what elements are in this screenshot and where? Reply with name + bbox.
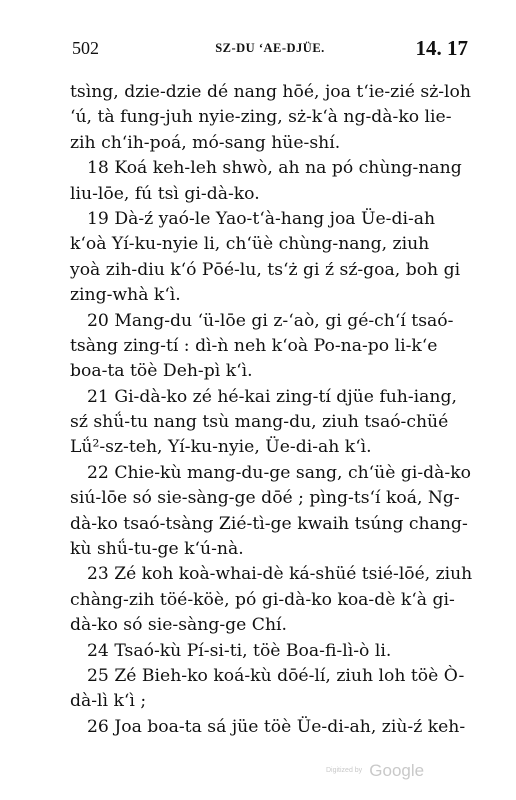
text-line: siú-lōe só sie-sàng-ge dōé ; pìng-ts‘í koá, Ng-	[70, 488, 460, 509]
text-line: 20 Mang-du ‘ü-lōe gi z-‘aò, gi gé-ch‘í tsaó-	[87, 310, 454, 331]
text-line: 26 Joa boa-ta sá jüe töè Üe-di-ah, ziù-ź keh-	[87, 716, 466, 737]
text-line: ‘ú, tà fung-juh nyie-zing, sż-k‘à ng-dà-ko lie-	[70, 107, 452, 128]
text-line: 18 Koá keh-leh shwò, ah na pó chùng-nang	[87, 158, 462, 179]
text-line: zih ch‘ih-poá, mó-sang hüe-shí.	[70, 132, 341, 153]
text-line: dà-ko tsaó-tsàng Zié-tì-ge kwaih tsúng chang-	[70, 513, 468, 534]
text-line: kù shǘ-tu-ge k‘ú-nà.	[70, 539, 244, 560]
page-number: 502	[72, 38, 99, 58]
page-header	[72, 38, 468, 62]
watermark-brand: Google	[369, 760, 425, 780]
google-watermark	[326, 760, 446, 784]
text-line: sź shǘ-tu nang tsù mang-du, ziuh tsaó-chüé	[70, 412, 449, 433]
text-line: 24 Tsaó-kù Pí-si-ti, töè Boa-fi-lì-ò li.	[87, 640, 392, 661]
text-line: yoà zih-diu k‘ó Pōé-lu, ts‘ż gi ź sź-goa, boh gi	[70, 259, 461, 280]
chapter-verse-reference: 14. 17	[415, 36, 468, 60]
text-line: zing-whà k‘ì.	[70, 285, 181, 306]
text-line: Lǘ²-sz-teh, Yí-ku-nyie, Üe-di-ah k‘ì.	[70, 437, 372, 458]
text-line: tsàng zing-tí : dì-ǹ neh k‘oà Po-na-po li-k‘e	[70, 335, 438, 356]
running-title: SZ-DU ʻAE-DJÜE.	[215, 41, 325, 55]
page-body-text	[70, 80, 472, 740]
text-line: dà-lì k‘ì ;	[70, 691, 147, 712]
text-line: dà-ko só sie-sàng-ge Chí.	[70, 615, 287, 636]
text-line: 23 Zé koh koà-whai-dè ká-shüé tsié-lōé, ziuh	[87, 564, 473, 585]
text-line: chàng-zih töé-köè, pó gi-dà-ko koa-dè k‘à gi-	[70, 589, 455, 610]
text-line: tsìng, dzie-dzie dé nang hōé, joa t‘ie-zié sż-loh	[70, 82, 471, 102]
text-line: boa-ta töè Deh-pì k‘ì.	[70, 361, 253, 382]
text-line: 19 Dà-ź yaó-le Yao-t‘à-hang joa Üe-di-ah	[87, 208, 436, 229]
text-line: k‘oà Yí-ku-nyie li, ch‘üè chùng-nang, ziuh	[70, 234, 430, 255]
text-line: 25 Zé Bieh-ko koá-kù dōé-lí, ziuh loh töè Ò-	[87, 665, 465, 686]
text-line: liu-lōe, fú tsì gi-dà-ko.	[70, 183, 260, 204]
text-line: 22 Chie-kù mang-du-ge sang, ch‘üè gi-dà-ko	[87, 462, 471, 483]
watermark-prefix: Digitized by	[326, 767, 363, 774]
text-line: 21 Gi-dà-ko zé hé-kai zing-tí djüe fuh-iang,	[87, 386, 457, 407]
